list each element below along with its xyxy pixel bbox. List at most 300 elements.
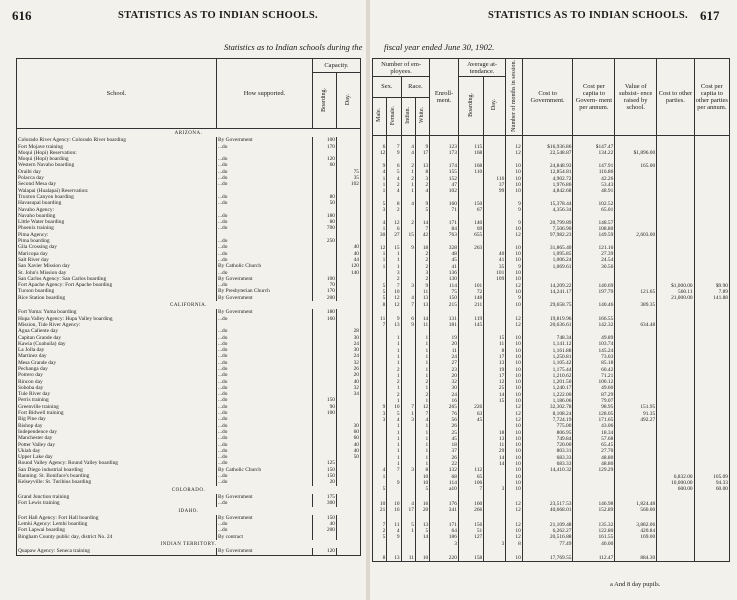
stat-cell-avd: 14 [484,392,506,398]
stat-cell-cpc: 100.12 [573,379,615,385]
stat-cell-cpc: 128.05 [573,411,615,417]
stat-cell-avb: 63 [458,411,483,417]
empty-cell [415,513,429,521]
stat-cell-w: 1 [415,423,429,429]
stat-cell-i: 1 [401,169,415,175]
stat-cell-mo: 10 [506,528,523,534]
stat-cell-f: 7 [387,144,401,150]
capacity-cell: 300 [313,500,337,506]
stat-cell-mo: 10 [506,289,523,295]
empty-cell [573,513,615,521]
stat-cell-avb: 101 [458,283,483,289]
stat-cell-mo: 10 [506,436,523,442]
support-cell: ...do [217,181,313,187]
stat-cell-cpc: 48.91 [573,188,615,194]
empty-cell [657,513,694,521]
stat-cell-avb: 115 [458,144,483,150]
stat-cell-en: 20 [430,341,459,347]
support-cell: ...do [217,251,313,257]
empty-cell [415,547,429,555]
stat-cell-avb: 110 [458,169,483,175]
stat-cell-mo: 12 [506,501,523,507]
stat-cell-w: 5 [415,528,429,534]
subsistence-column-header: Value of subsist- ence raised by school. [615,59,657,136]
school-name-cell: Mission, Tule River Agency: [17,322,217,328]
stat-cell-en: 24 [430,354,459,360]
support-cell: ...do [217,391,313,397]
stat-cell-cpc: 142.32 [573,322,615,328]
stat-cell-i: 1 [401,182,415,188]
empty-cell [484,547,506,555]
stat-cell-f: 4 [387,176,401,182]
school-row [17,548,361,555]
empty-cell [373,492,387,500]
stat-cell-cpc: 122.80 [573,528,615,534]
stat-cell-en: 123 [430,144,459,150]
stat-cell-co: 600.00 [657,486,694,492]
stat-cell-m: 1 [373,176,387,182]
other-per-capita-column-header: Cost per capita to other parties per annum. [694,59,729,136]
stat-cell-en: 22 [430,461,459,467]
stat-cell-avd: 13 [484,436,506,442]
empty-cell [458,135,483,144]
support-cell: ...do [217,442,313,448]
stat-cell-mo: 10 [506,474,523,480]
stat-cell-f: 6 [387,163,401,169]
support-cell: By Catholic Church [217,263,313,269]
stat-cell-w: 4 [415,417,429,423]
support-cell: ...do [217,454,313,460]
empty-cell [484,308,506,316]
empty-cell [573,308,615,316]
stat-cell-cg: $16,936.86 [522,144,573,150]
stat-cell-en: 20 [430,373,459,379]
stat-cell-cop: 105.09 [694,474,729,480]
stat-cell-mo: 10 [506,176,523,182]
stat-cell-f: 4 [387,417,401,423]
stat-cell-cg: 77.49 [522,541,573,547]
stat-cell-mo: 10 [506,480,523,486]
school-name-cell: Fort Hall Agency: Fort Hall boarding [17,515,217,521]
stat-cell-en: 47 [430,182,459,188]
school-name-cell: Navaho boarding [17,213,217,219]
state-heading: COLORADO. [17,486,361,494]
stat-cell-i: 4 [401,144,415,150]
capacity-cell: 35 [337,175,361,181]
support-cell: By Presbyterian Church [217,288,313,294]
support-cell: ...do [217,423,313,429]
school-name-cell: Fort Apache Agency: Fort Apache boarding [17,282,217,288]
stat-cell-f: 1 [387,341,401,347]
stat-cell-avb: 106 [458,480,483,486]
empty-cell [522,492,573,500]
capacity-cell: 100 [313,410,337,416]
stat-cell-avd: 17 [484,373,506,379]
stat-cell-m: 3 [373,207,387,213]
stat-cell-cg: 749.84 [522,436,573,442]
support-cell: ...do [217,328,313,334]
empty-cell [415,308,429,316]
capacity-column-header: Capacity. [313,59,361,73]
stat-cell-cpc: 146.98 [573,501,615,507]
empty-cell [484,492,506,500]
stat-cell-cpc: 65.45 [573,442,615,448]
stat-cell-en: 26 [430,423,459,429]
stat-cell-avd: 11 [484,442,506,448]
white-column-header: White. [415,97,429,135]
capacity-cell: 120 [337,263,361,269]
stat-cell-avb: 266 [458,507,483,513]
school-name-cell: Tucson boarding [17,288,217,294]
capacity-cell: 150 [313,397,337,403]
stat-cell-mo: 10 [506,442,523,448]
capacity-cell: 175 [313,494,337,500]
stat-cell-co: 21,000.00 [657,295,694,301]
stat-cell-mo: 9 [506,201,523,207]
stat-cell-w: 42 [415,232,429,238]
stat-cell-m: 4 [373,467,387,473]
capacity-cell: 170 [313,144,337,150]
support-cell: By Government [217,494,313,500]
empty-cell [484,513,506,521]
stat-cell-w: 2 [415,251,429,257]
capacity-cell: 40 [337,442,361,448]
stat-cell-en: 152 [430,176,459,182]
support-cell: ...do [217,366,313,372]
stat-cell-w: 13 [415,163,429,169]
stat-cell-f: 9 [387,150,401,156]
stat-cell-en: 130 [430,276,459,282]
stat-cell-f: 2 [387,379,401,385]
support-cell: ...do [217,385,313,391]
stat-cell-sub: 1,824.48 [615,501,657,507]
school-name-cell: Little Water boarding [17,219,217,225]
stat-cell-f: 4 [387,528,401,534]
school-name-cell: Potter Valley day [17,442,217,448]
stat-cell-en: 48 [430,251,459,257]
stat-cell-cpc: 49.60 [573,385,615,391]
capacity-cell: 20 [313,479,337,485]
school-name-cell: Independence day [17,429,217,435]
stat-cell-cpc: 43.06 [573,423,615,429]
capacity-cell: 700 [313,225,337,231]
section-spacer-row [373,492,730,500]
empty-cell [615,135,657,144]
cost-government-column-header: Cost to Government. [522,59,573,136]
stat-cell-co: 6,832.00 [657,474,694,480]
stat-cell-mo: 12 [506,232,523,238]
school-name-cell: Soboba day [17,385,217,391]
stat-cell-sub: 3,882.06 [615,522,657,528]
stat-cell-en: 75 [430,289,459,295]
stat-cell-i: 2 [401,163,415,169]
stat-cell-cg: 15,378.44 [522,201,573,207]
stat-cell-f: 1 [387,436,401,442]
capacity-cell: 150 [313,467,337,473]
stat-cell-f: 12 [387,295,401,301]
stat-cell-en: 41 [430,264,459,270]
state-heading: INDIAN TERRITORY. [17,540,361,548]
stat-cell-f: 1 [387,398,401,404]
stat-cell-cpc: 121.16 [573,245,615,251]
stat-cell-w: 7 [415,411,429,417]
stat-cell-co: $1,000.00 [657,283,694,289]
capacity-cell: 90 [313,404,337,410]
support-cell: By Government [217,137,313,143]
empty-cell [373,547,387,555]
stat-cell-en: 84 [430,226,459,232]
stat-cell-en: 45 [430,257,459,263]
stat-cell-mo: 12 [506,144,523,150]
stat-cell-f: 9 [387,534,401,540]
stat-cell-cg: 31,865.40 [522,245,573,251]
support-cell: By Government [217,276,313,282]
attendance-column-header: Average at- tendance. [458,59,505,77]
stat-cell-mo: 10 [506,226,523,232]
attendance-boarding-header: Boarding. [458,77,483,136]
capacity-cell: 20 [337,372,361,378]
support-cell: ...do [217,410,313,416]
right-page [370,0,737,600]
stat-cell-cpc: 79.07 [573,398,615,404]
stat-cell-mo: 10 [506,430,523,436]
stat-cell-cpc: 73.03 [573,354,615,360]
stat-cell-cg: 23,517.53 [522,501,573,507]
stat-cell-f: 9 [387,480,401,486]
stat-cell-mo: 10 [506,467,523,473]
empty-cell [430,492,459,500]
capacity-cell [337,548,361,555]
stat-cell-f: 27 [387,232,401,238]
stat-cell-cop: 7.89 [694,289,729,295]
stat-cell-cg: 806.95 [522,430,573,436]
support-cell: ...do [217,347,313,353]
stat-cell-en: 150 [430,295,459,301]
stat-cell-i: 15 [401,232,415,238]
stat-cell-w: 1 [415,341,429,347]
stat-cell-sub: 492.27 [615,417,657,423]
support-cell: ...do [217,527,313,533]
school-name-cell: Quapaw Agency: Seneca training [17,548,217,555]
stat-cell-cpc: 30.56 [573,264,615,270]
stat-cell-en: a10 [430,486,459,492]
stat-cell-cg: 20,799.89 [522,220,573,226]
support-cell: ...do [217,448,313,454]
capacity-cell: 28 [337,328,361,334]
stat-cell-cpc: 42.26 [573,176,615,182]
support-cell: ...do [217,244,313,250]
stat-cell-avd: 15 [484,335,506,341]
school-name-cell: Bingham County public day, district No. 24 [17,534,217,540]
stat-cell-w: 1 [415,430,429,436]
stat-cell-cpc: 48.80 [573,461,615,467]
stat-cell-cg: 1,250.81 [522,354,573,360]
stat-cell-m: 30 [373,232,387,238]
stat-cell-avb: 69 [458,226,483,232]
stat-cell-avb: 145 [458,322,483,328]
right-page-number: 617 [700,8,720,23]
stat-cell-cpc: 140.46 [573,302,615,308]
empty-cell [458,492,483,500]
school-name-cell: Moqui (Hopi) boarding [17,156,217,162]
stat-cell-en: 176 [430,501,459,507]
school-name-cell: Hupa Valley Agency: Hupa Valley boarding [17,316,217,322]
stat-cell-m: 1 [373,264,387,270]
school-name-cell: La Jolla day [17,347,217,353]
stat-cell-i: 2 [401,176,415,182]
stat-cell-avd: 109 [484,276,506,282]
stat-cell-cg: 97,982.23 [522,232,573,238]
stat-cell-cg: 775.00 [522,423,573,429]
empty-cell [657,492,694,500]
stat-cell-cpc: 145.24 [573,348,615,354]
stat-cell-en: 18 [430,442,459,448]
stat-cell-m: 7 [373,522,387,528]
capacity-cell: 75 [337,169,361,175]
stat-cell-w: 16 [415,501,429,507]
stat-cell-cg: 32,302.78 [522,404,573,410]
stat-cell-w: 1 [415,461,429,467]
stat-cell-i: 3 [401,283,415,289]
support-cell: ...do [217,316,313,322]
stat-cell-cg: 1,240.17 [522,385,573,391]
school-name-cell: Fort Yuma: Yuma boarding [17,309,217,315]
empty-cell [522,308,573,316]
stat-cell-avd: 18 [484,430,506,436]
empty-cell [415,492,429,500]
support-cell: By contract [217,534,313,540]
school-name-cell: Banning: St. Boniface's boarding [17,473,217,479]
stat-cell-w: 2 [415,257,429,263]
section-heading-row [17,129,361,138]
stat-cell-i: 4 [401,201,415,207]
school-name-cell: Truxton Canyon boarding [17,194,217,200]
stat-cell-m: 1 [373,257,387,263]
stat-cell-f: 6 [387,226,401,232]
stat-cell-en: 56 [430,417,459,423]
stat-cell-en: 181 [430,322,459,328]
support-cell: ...do [217,270,313,276]
capacity-cell: 40 [313,521,337,527]
stat-cell-m: 3 [373,417,387,423]
right-page-header: STATISTICS AS TO INDIAN SCHOOLS. [488,10,688,21]
stat-cell-m: 1 [373,251,387,257]
capacity-cell: 40 [337,448,361,454]
capacity-cell: 102 [337,181,361,187]
stat-cell-avd: 116 [484,176,506,182]
stat-cell-i: 17 [401,507,415,513]
stat-cell-mo: 10 [506,182,523,188]
school-name-cell: Potrero day [17,372,217,378]
empty-cell [522,513,573,521]
capacity-cell: 150 [313,515,337,521]
school-name-cell: Lemhi Agency: Lemhi boarding [17,521,217,527]
support-cell: ...do [217,200,313,206]
capacity-cell: 30 [337,335,361,341]
stat-cell-f: 1 [387,348,401,354]
stat-cell-f: 16 [387,507,401,513]
school-name-cell: Agua Caliente day [17,328,217,334]
stat-cell-mo: 9 [506,295,523,301]
stat-cell-m: 21 [373,507,387,513]
stat-cell-en: 76 [430,411,459,417]
school-name-cell: Polacca day [17,175,217,181]
stat-cell-w: 1 [415,354,429,360]
stat-cell-avd: 99 [484,188,506,194]
capacity-cell: 34 [337,391,361,397]
stat-cell-avb: 127 [458,534,483,540]
stat-cell-cpc: 166.55 [573,316,615,322]
school-name-cell: San Diego industrial boarding [17,467,217,473]
stat-cell-m: 5 [373,295,387,301]
stat-cell-f: 1 [387,251,401,257]
school-name-cell: Kawia (Coahuila) day [17,341,217,347]
stat-cell-mo: 9 [506,264,523,270]
stat-cell-cg: 1,175.44 [522,367,573,373]
stat-cell-i: 9 [401,245,415,251]
stat-cell-avd: 11 [484,341,506,347]
stat-cell-avd: 14 [484,455,506,461]
stat-cell-en: 30 [430,385,459,391]
support-cell: ...do [217,404,313,410]
stat-cell-w: 8 [415,169,429,175]
capacity-cell: 170 [313,288,337,294]
support-cell: ...do [217,460,313,466]
support-cell: By Government [217,515,313,521]
capacity-cell: 24 [337,341,361,347]
stat-cell-i: 5 [401,522,415,528]
months-column-header: Number of months in session. [506,59,523,136]
capacity-cell: 30 [337,347,361,353]
stat-cell-cg: 748.34 [522,335,573,341]
stat-cell-f: 1 [387,257,401,263]
stat-cell-cg: 21,109.48 [522,522,573,528]
school-name-cell: Upper Lake day [17,454,217,460]
stat-cell-sub: 884.30 [615,555,657,562]
stat-cell-w: 1 [415,448,429,454]
school-name-cell: Salt River day [17,257,217,263]
state-heading: ARIZONA. [17,129,361,138]
stat-cell-cpc: 147.91 [573,163,615,169]
stat-cell-f: 13 [387,322,401,328]
empty-cell [401,547,415,555]
stat-cell-en: 27 [430,360,459,366]
stat-cell-w: 12 [415,404,429,410]
stat-cell-sub: 91.35 [615,411,657,417]
stat-cell-cpc: 24.54 [573,257,615,263]
empty-cell [615,513,657,521]
empty-cell [694,492,729,500]
stat-cell-mo: 12 [506,522,523,528]
stat-cell-cpc: 57.68 [573,436,615,442]
stat-cell-en: 136 [430,270,459,276]
stat-cell-f: 1 [387,385,401,391]
attendance-day-header: Day. [484,77,506,136]
stat-cell-cpc: 129.29 [573,467,615,473]
stat-cell-mo: 10 [506,392,523,398]
stat-cell-en: 174 [430,163,459,169]
capacity-cell: 32 [337,360,361,366]
section-spacer-row [373,135,730,144]
stat-cell-cpc: 140.69 [573,283,615,289]
stat-cell-cpc: 48.80 [573,455,615,461]
stat-cell-mo: 10 [506,555,523,562]
stat-cell-w: 14 [415,316,429,322]
school-name-cell: Kelseyville: St. Turibius boarding [17,479,217,485]
left-page-subtitle: Statistics as to Indian schools during the [224,42,363,52]
support-cell: ...do [217,416,313,422]
stat-cell-f: 5 [387,169,401,175]
